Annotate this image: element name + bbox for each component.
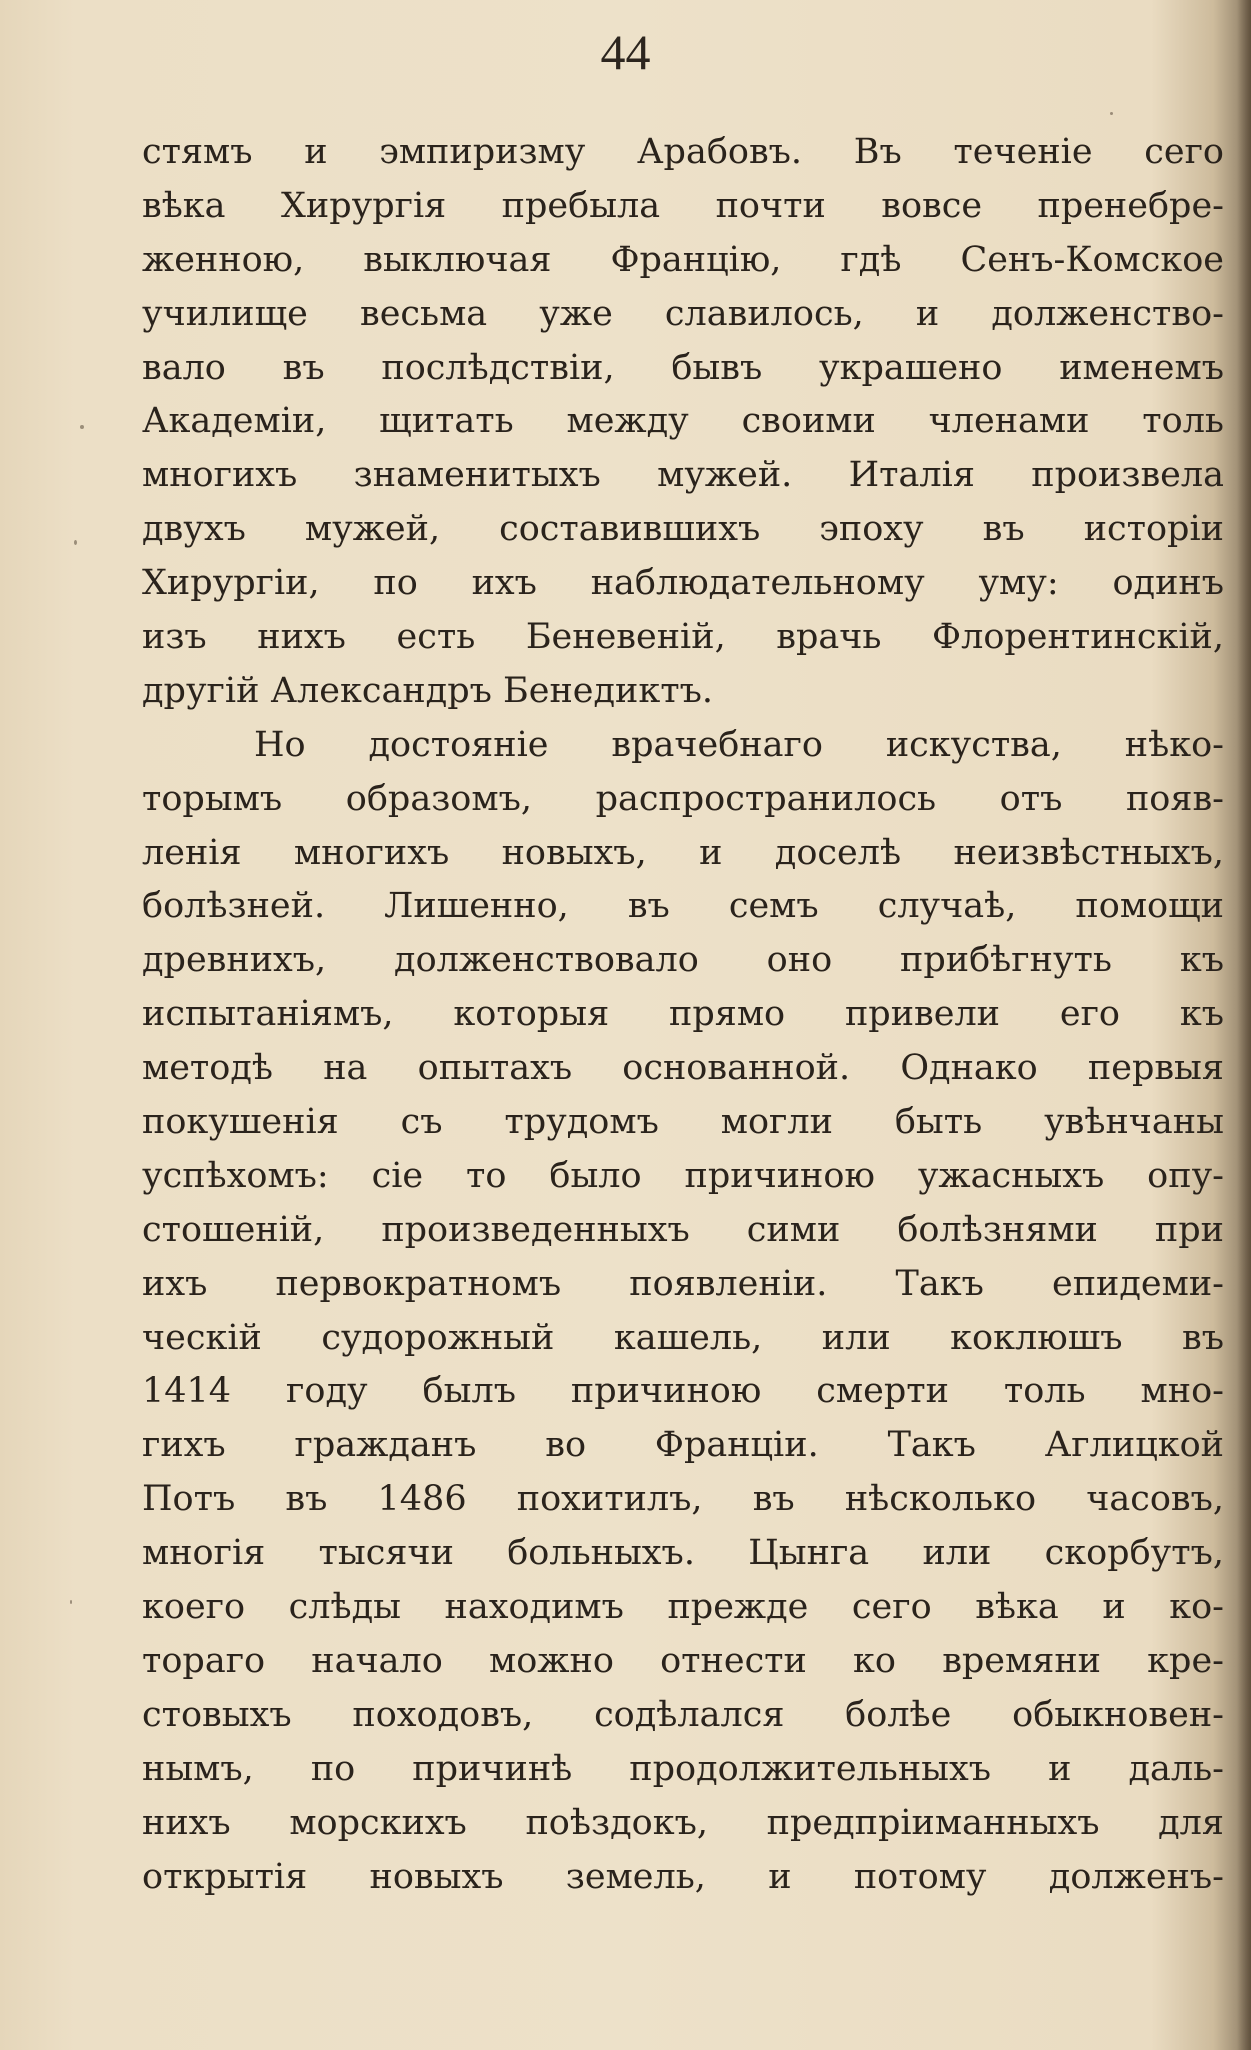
- text-line: 1414 году былъ причиною смерти толь мно-: [142, 1371, 1224, 1412]
- page-number: 44: [600, 24, 651, 80]
- page-edge-shadow: [1237, 0, 1251, 2050]
- text-line: училище весьма уже славилось, и долженство-: [142, 293, 1224, 334]
- text-line: женною, выключая Францію, гдѣ Сенъ-Комское: [142, 239, 1224, 280]
- text-line: Академіи, щитать между своими членами толь: [142, 401, 1224, 442]
- text-line: успѣхомъ: сіе то было причиною ужасныхъ опу-: [142, 1155, 1224, 1196]
- body-text: [142, 126, 1224, 1904]
- text-line: стямъ и эмпиризму Арабовъ. Въ теченіе сего: [142, 132, 1224, 172]
- text-line: испытаніямъ, которыя прямо привели его къ: [142, 994, 1224, 1035]
- text-line: коего слѣды находимъ прежде сего вѣка и ко-: [142, 1587, 1224, 1628]
- text-line: многія тысячи больныхъ. Цынга или скорбутъ,: [142, 1533, 1224, 1574]
- text-line: ческій судорожный кашель, или коклюшъ въ: [142, 1317, 1224, 1358]
- paper-speck: [70, 1600, 72, 1604]
- text-line: древнихъ, долженствовало оно прибѣгнуть къ: [142, 940, 1224, 981]
- text-line: торымъ образомъ, распространилось отъ появ-: [142, 778, 1224, 819]
- text-line: Потъ въ 1486 похитилъ, въ нѣсколько часовъ,: [142, 1479, 1224, 1520]
- text-line: вѣка Хирургія пребыла почти вовсе пренебре-: [142, 185, 1224, 226]
- text-line: изъ нихъ есть Беневеній, врачь Флорентинскій,: [142, 617, 1224, 658]
- paper-speck: [74, 540, 77, 545]
- text-line: многихъ знаменитыхъ мужей. Италія произвела: [142, 455, 1224, 496]
- text-line: ленія многихъ новыхъ, и доселѣ неизвѣстныхъ,: [142, 832, 1224, 873]
- text-line: гихъ гражданъ во Франціи. Такъ Аглицкой: [142, 1425, 1224, 1466]
- text-line: стошеній, произведенныхъ сими болѣзнями при: [142, 1209, 1224, 1250]
- text-line: покушенія съ трудомъ могли быть увѣнчаны: [142, 1102, 1224, 1143]
- text-line: тораго начало можно отнести ко времяни кре-: [142, 1640, 1224, 1681]
- text-line: ихъ первократномъ появленіи. Такъ епидеми-: [142, 1263, 1224, 1304]
- paragraph-end-line: другій Александръ Бенедиктъ.: [142, 670, 713, 711]
- text-line: открытія новыхъ земель, и потому долженъ-: [142, 1856, 1224, 1897]
- paper-speck: [80, 425, 84, 429]
- paper-speck: [1110, 112, 1113, 115]
- paragraph-start-line: Но достояніе врачебнаго искуства, нѣко-: [254, 724, 1224, 765]
- text-line: методѣ на опытахъ основанной. Однако первыя: [142, 1048, 1224, 1089]
- text-line: стовыхъ походовъ, содѣлался болѣе обыкновен-: [142, 1694, 1224, 1735]
- text-line: болѣзней. Лишенно, въ семъ случаѣ, помощи: [142, 886, 1224, 927]
- text-line: двухъ мужей, составившихъ эпоху въ исторіи: [142, 509, 1224, 550]
- text-line: Хирургіи, по ихъ наблюдательному уму: одинъ: [142, 563, 1224, 604]
- text-line: нымъ, по причинѣ продолжительныхъ и даль-: [142, 1748, 1224, 1789]
- text-line: вало въ послѣдствіи, бывъ украшено именемъ: [142, 347, 1224, 388]
- text-line: нихъ морскихъ поѣздокъ, предпріиманныхъ для: [142, 1802, 1224, 1843]
